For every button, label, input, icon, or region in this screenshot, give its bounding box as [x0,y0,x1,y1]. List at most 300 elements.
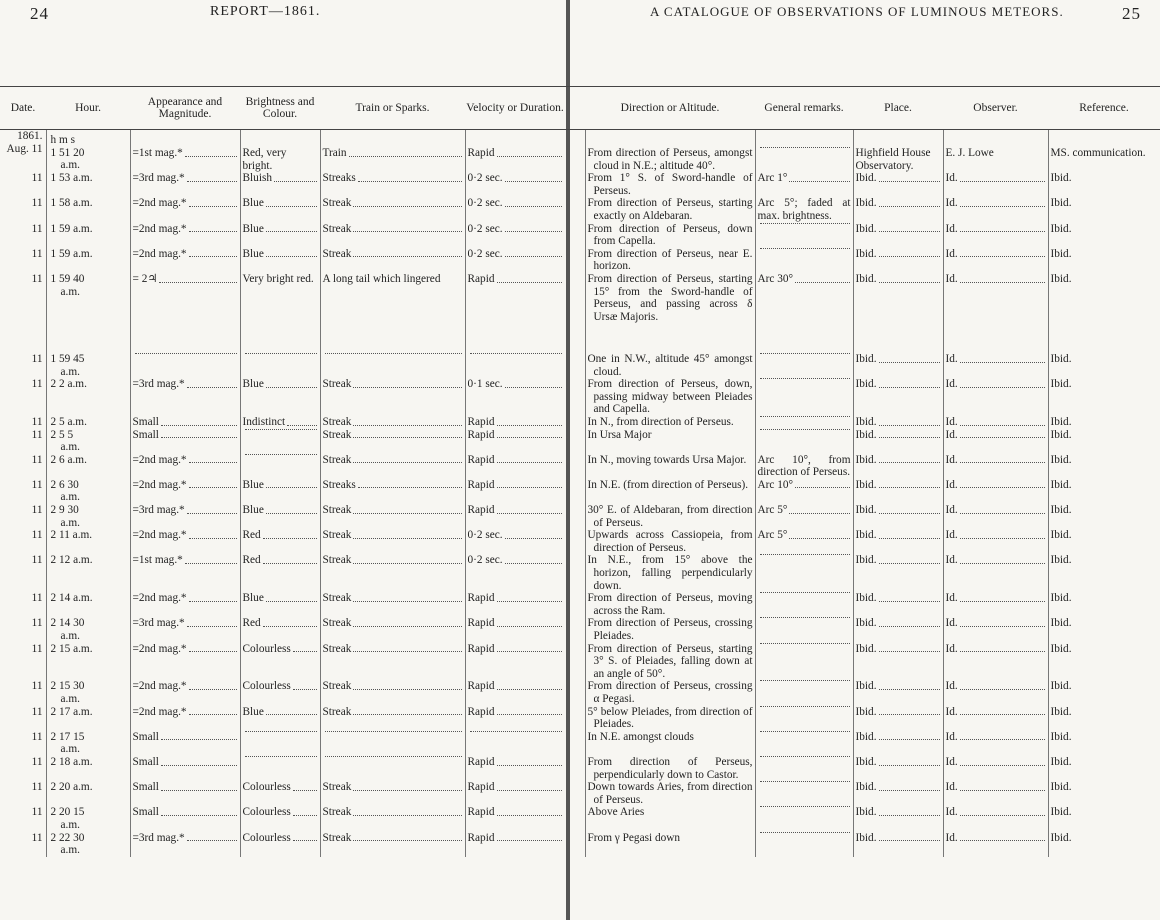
cell-text: Id. [945,680,958,693]
cell-place [853,479,943,504]
cell-hour [46,479,130,504]
cell-text: =3rd mag.* [132,831,185,844]
cell-remarks [755,248,853,273]
cell-observer [943,479,1048,504]
cell-remarks [755,706,853,731]
cell-direction [585,592,755,617]
cell-text: =2nd mag.* [132,197,187,210]
cell-appearance [130,353,240,378]
cell-train [320,429,465,454]
cell-ampm: a.m. [60,159,80,172]
cell-direction [585,130,755,173]
cell-reference [1048,454,1160,479]
gutter [565,378,585,416]
cell-text: In Ursa Major [587,428,652,441]
cell-brightness [240,756,320,781]
cell-text: 11 [31,197,43,210]
header-date: Date. [0,87,46,130]
cell-reference [1048,781,1160,806]
cell-text: 1 59 a.m. [50,222,93,235]
cell-reference [1048,832,1160,857]
cell-text: Ibid. [855,197,877,210]
cell-text: Ibid. [1050,680,1072,693]
cell-text: 11 [31,272,43,285]
cell-text: Rapid [467,831,495,844]
cell-appearance [130,416,240,429]
cell-text: 11 [31,247,43,260]
cell-text: Ibid. [1050,831,1072,844]
cell-text: Streak [322,592,352,605]
cell-text: 0·2 sec. [467,247,503,260]
cell-appearance [130,781,240,806]
cell-reference [1048,529,1160,554]
cell-observer [943,223,1048,248]
cell-text: = 2♃ [132,272,158,285]
cell-text: Streak [322,831,352,844]
cell-text: =1st mag.* [132,554,183,567]
cell-remarks [755,130,853,173]
cell-text: Id. [945,806,958,819]
cell-text: Blue [242,504,264,517]
cell-text: Rapid [467,806,495,819]
cell-place [853,806,943,831]
cell-text: Id. [945,172,958,185]
cell-train [320,130,465,173]
cell-text: Red [242,529,261,542]
cell-text: Rapid [467,705,495,718]
cell-text: 11 [31,415,43,428]
cell-text: 11 [31,453,43,466]
table-row [0,273,1160,353]
header-remarks: General remarks. [755,87,853,130]
gutter [565,592,585,617]
cell-text: Blue [242,705,264,718]
cell-date [0,643,46,681]
cell-direction [585,273,755,353]
cell-remarks [755,529,853,554]
cell-brightness [240,731,320,756]
gutter [565,731,585,756]
cell-date [0,731,46,756]
cell-velocity [465,592,565,617]
cell-text: Streak [322,222,352,235]
gutter [565,479,585,504]
cell-brightness [240,353,320,378]
cell-text: Ibid. [855,781,877,794]
cell-text: Small [132,428,159,441]
cell-text: =2nd mag.* [132,680,187,693]
cell-text: 0·2 sec. [467,172,503,185]
cell-hour [46,454,130,479]
cell-direction [585,806,755,831]
cell-text: From direction of Perseus, starting exactly on Aldebaran. [587,197,753,222]
cell-brightness [240,806,320,831]
cell-remarks [755,273,853,353]
cell-text: From direction of Perseus, amongst cloud in N.E.; altitude 40°. [587,147,753,172]
cell-remarks [755,806,853,831]
cell-direction [585,617,755,642]
table-row [0,248,1160,273]
cell-reference [1048,504,1160,529]
cell-velocity [465,172,565,197]
cell-text: Id. [945,222,958,235]
cell-text: Small [132,781,159,794]
cell-text: Blue [242,247,264,260]
cell-train [320,223,465,248]
cell-hour [46,617,130,642]
cell-text: Highfield House Observatory. [855,147,931,172]
gutter [565,172,585,197]
cell-text: Ibid. [1050,197,1072,210]
cell-reference [1048,731,1160,756]
cell-reference [1048,172,1160,197]
cell-text: Bluish [242,172,273,185]
header-train: Train or Sparks. [320,87,465,130]
cell-date [0,832,46,857]
cell-text: In N.E. amongst clouds [587,730,694,743]
cell-appearance [130,248,240,273]
cell-observer [943,378,1048,416]
cell-train [320,378,465,416]
cell-text: Ibid. [855,680,877,693]
cell-text: Id. [945,529,958,542]
cell-text: Id. [945,478,958,491]
cell-text: Streak [322,806,352,819]
cell-text: Arc 5° [757,529,788,542]
cell-remarks [755,378,853,416]
cell-place [853,248,943,273]
cell-text: 2 2 a.m. [50,378,87,391]
cell-velocity [465,617,565,642]
cell-text: Ibid. [1050,504,1072,517]
cell-date [0,680,46,705]
table-row [0,130,1160,173]
cell-train [320,479,465,504]
cell-brightness [240,197,320,222]
cell-place [853,680,943,705]
cell-appearance [130,832,240,857]
cell-text: Id. [945,642,958,655]
gutter [565,429,585,454]
cell-appearance [130,756,240,781]
gutter [565,832,585,857]
cell-observer [943,554,1048,592]
cell-text: Streak [322,617,352,630]
cell-date [0,781,46,806]
cell-text: Id. [945,272,958,285]
cell-text: From 1° S. of Sword-handle of Perseus. [587,172,753,197]
cell-text: 2 6 a.m. [50,453,87,466]
cell-reference [1048,643,1160,681]
cell-velocity [465,479,565,504]
header-place: Place. [853,87,943,130]
cell-velocity [465,273,565,353]
cell-text: 2 22 30 [50,831,85,844]
header-brightness: Brightness and Colour. [240,87,320,130]
cell-ampm: a.m. [60,285,80,298]
cell-direction [585,643,755,681]
cell-text: 11 [31,592,43,605]
table-row [0,617,1160,642]
cell-date [0,806,46,831]
cell-train [320,832,465,857]
cell-text: Ibid. [855,554,877,567]
cell-text: 2 14 a.m. [50,592,93,605]
cell-date [0,223,46,248]
cell-text: 11 [31,730,43,743]
gutter [565,504,585,529]
cell-observer [943,832,1048,857]
cell-text: 2 12 a.m. [50,554,93,567]
cell-place [853,731,943,756]
cell-hour [46,592,130,617]
cell-text: From direction of Perseus, crossing Pleiades. [587,617,753,642]
cell-text: Id. [945,831,958,844]
cell-text: =2nd mag.* [132,592,187,605]
cell-place [853,454,943,479]
cell-place [853,429,943,454]
cell-observer [943,416,1048,429]
cell-date [0,248,46,273]
cell-text: Indistinct [242,415,286,428]
cell-text: Streaks [322,478,356,491]
cell-text: Ibid. [855,705,877,718]
cell-train [320,353,465,378]
cell-text: Arc 5°; faded at max. brightness. [757,197,851,222]
cell-date [0,454,46,479]
header-direction: Direction or Altitude. [585,87,755,130]
cell-text: Streak [322,504,352,517]
header-velocity: Velocity or Duration. [465,87,565,130]
cell-text: Id. [945,730,958,743]
cell-text: Ibid. [1050,642,1072,655]
cell-brightness [240,832,320,857]
cell-text: Ibid. [855,617,877,630]
cell-train [320,680,465,705]
cell-brightness [240,680,320,705]
cell-hour [46,706,130,731]
cell-text: Ibid. [855,478,877,491]
cell-brightness [240,529,320,554]
cell-hour [46,529,130,554]
cell-remarks [755,223,853,248]
cell-hour [46,504,130,529]
cell-text: Above Aries [587,806,645,819]
cell-text: In N., moving towards Ursa Major. [587,453,747,466]
cell-reference [1048,429,1160,454]
header-hour: Hour. [46,87,130,130]
cell-text: 11 [31,755,43,768]
cell-reference [1048,479,1160,504]
cell-hour [46,680,130,705]
cell-text: From γ Pegasi down [587,831,681,844]
cell-velocity [465,130,565,173]
cell-text: Streak [322,247,352,260]
cell-remarks [755,416,853,429]
cell-date [0,504,46,529]
cell-text: Id. [945,352,958,365]
cell-text: From direction of Perseus, down, passing midway between Pleiades and Capella. [587,378,753,416]
cell-text: Ibid. [1050,781,1072,794]
cell-text: =2nd mag.* [132,247,187,260]
cell-appearance [130,378,240,416]
cell-date [0,429,46,454]
cell-place [853,223,943,248]
cell-text: 11 [31,352,43,365]
cell-text: Rapid [467,504,495,517]
cell-brightness [240,223,320,248]
cell-direction [585,706,755,731]
header-row [0,87,1160,130]
cell-text: Ibid. [855,222,877,235]
cell-text: Ibid. [1050,453,1072,466]
cell-remarks [755,781,853,806]
cell-text: 11 [31,705,43,718]
cell-hour [46,756,130,781]
cell-direction [585,832,755,857]
cell-ampm: a.m. [60,365,80,378]
cell-text: Ibid. [855,529,877,542]
cell-direction [585,554,755,592]
cell-text: Ibid. [855,504,877,517]
cell-text: From direction of Perseus, starting 15° from the Sword-handle of Perseus, and passing across δ Ursæ Majoris. [587,272,753,323]
cell-text: Red, very bright. [242,147,287,172]
cell-train [320,781,465,806]
cell-observer [943,248,1048,273]
header-reference: Reference. [1048,87,1160,130]
cell-appearance [130,731,240,756]
cell-ampm: a.m. [60,516,80,529]
cell-date [0,172,46,197]
cell-train [320,197,465,222]
cell-direction [585,197,755,222]
cell-text: Colourless [242,642,291,655]
cell-text: 11 [31,222,43,235]
cell-text: In N., from direction of Perseus. [587,415,734,428]
table-row [0,353,1160,378]
cell-text: =3rd mag.* [132,172,185,185]
cell-remarks [755,680,853,705]
cell-text: Rapid [467,272,495,285]
cell-train [320,554,465,592]
cell-text: Upwards across Cassiopeia, from direction of Perseus. [587,529,753,554]
cell-ampm: a.m. [60,818,80,831]
cell-text: Red [242,617,261,630]
cell-text: Arc 10° [757,478,794,491]
cell-direction [585,223,755,248]
page-number-right: 25 [1122,4,1141,23]
table-row [0,706,1160,731]
cell-place [853,197,943,222]
cell-place [853,832,943,857]
cell-text: Ibid. [855,415,877,428]
cell-direction [585,353,755,378]
cell-date [0,554,46,592]
cell-text: Streak [322,529,352,542]
cell-velocity [465,529,565,554]
cell-text: 0·2 sec. [467,529,503,542]
cell-reference [1048,756,1160,781]
cell-text: Streak [322,781,352,794]
cell-place [853,706,943,731]
cell-text: Ibid. [1050,705,1072,718]
cell-date [0,529,46,554]
cell-remarks [755,592,853,617]
cell-reference [1048,416,1160,429]
cell-reference [1048,617,1160,642]
cell-remarks [755,504,853,529]
cell-reference [1048,680,1160,705]
cell-text: Ibid. [1050,352,1072,365]
cell-hour [46,832,130,857]
cell-text: =2nd mag.* [132,478,187,491]
cell-text: Rapid [467,781,495,794]
gutter [565,223,585,248]
cell-reference [1048,592,1160,617]
cell-place [853,756,943,781]
cell-text: 1 59 40 [50,272,85,285]
table-row [0,832,1160,857]
cell-text: Ibid. [855,428,877,441]
cell-appearance [130,643,240,681]
cell-text: 11 [31,831,43,844]
cell-reference [1048,273,1160,353]
cell-brightness [240,479,320,504]
cell-text: A long tail which lingered [322,272,441,285]
gutter [565,353,585,378]
cell-place [853,416,943,429]
cell-remarks [755,479,853,504]
cell-observer [943,353,1048,378]
table-row [0,378,1160,416]
cell-reference [1048,353,1160,378]
cell-remarks [755,353,853,378]
cell-place [853,273,943,353]
cell-text: Small [132,806,159,819]
cell-brightness [240,504,320,529]
cell-brightness [240,378,320,416]
cell-text: Rapid [467,478,495,491]
cell-velocity [465,454,565,479]
cell-text: Down towards Aries, from direction of Perseus. [587,781,753,806]
cell-text: 11 [31,680,43,693]
cell-text: From direction of Perseus, starting 3° S. of Pleiades, falling down at an angle of 50°. [587,642,753,680]
cell-ampm: a.m. [60,630,80,642]
cell-text: 11 [31,504,43,517]
cell-date [0,130,46,173]
cell-text: Id. [945,781,958,794]
gutter [565,680,585,705]
cell-text: 11 [31,554,43,567]
cell-text: Streak [322,642,352,655]
cell-remarks [755,172,853,197]
cell-reference [1048,378,1160,416]
cell-text: Rapid [467,592,495,605]
gutter [565,416,585,429]
cell-place [853,643,943,681]
cell-direction [585,504,755,529]
cell-text: Ibid. [1050,554,1072,567]
cell-velocity [465,378,565,416]
cell-text: Ibid. [1050,592,1072,605]
cell-text: Id. [945,554,958,567]
cell-hour [46,172,130,197]
cell-reference [1048,554,1160,592]
cell-text: Ibid. [1050,529,1072,542]
cell-text: From direction of Perseus, crossing α Pegasi. [587,680,753,705]
cell-direction [585,781,755,806]
cell-direction [585,248,755,273]
